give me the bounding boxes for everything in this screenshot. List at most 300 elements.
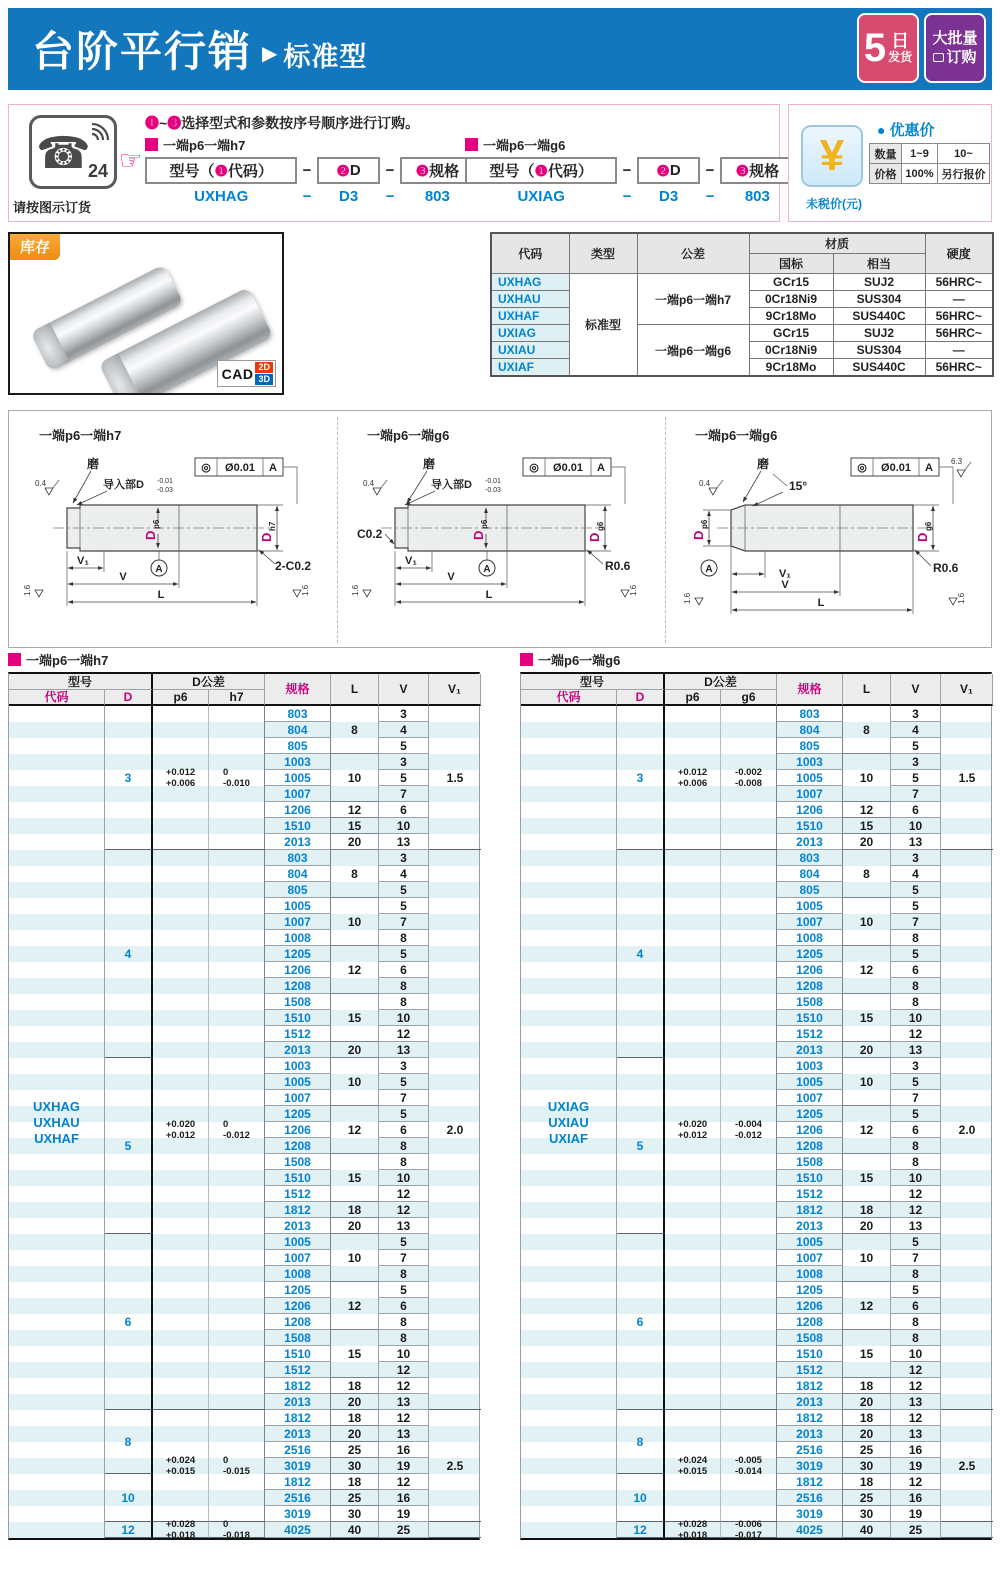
v-value: 8 bbox=[379, 1266, 429, 1282]
v-dim-label: V bbox=[781, 579, 789, 591]
p6-tolerance: +0.012 +0.006 bbox=[153, 706, 209, 850]
v-value: 10 bbox=[379, 818, 429, 834]
spec-link[interactable]: 1005 bbox=[265, 1074, 331, 1090]
price-header: 价格 bbox=[870, 164, 902, 184]
fit-tolerance: 0 -0.018 bbox=[209, 1522, 265, 1538]
corner-radius-label: R0.6 bbox=[605, 559, 631, 573]
cad-2d-label: 2D bbox=[255, 362, 273, 373]
example-d: D3 bbox=[339, 188, 359, 205]
spec-link[interactable]: 1005 bbox=[265, 898, 331, 914]
spec-link[interactable]: 1510 bbox=[265, 1170, 331, 1186]
dash-separator: − bbox=[385, 162, 395, 179]
v-value: 7 bbox=[379, 1250, 429, 1266]
l-header: L bbox=[843, 674, 891, 706]
spec-link[interactable]: 1512 bbox=[265, 1186, 331, 1202]
spec-link[interactable]: 1510 bbox=[777, 818, 843, 834]
dash-separator: − bbox=[705, 162, 715, 179]
spec-link[interactable]: 1008 bbox=[777, 930, 843, 946]
d-value: 12 bbox=[617, 1522, 665, 1538]
spec-link[interactable]: 803 bbox=[777, 850, 843, 866]
spec-link[interactable]: 1512 bbox=[777, 1186, 843, 1202]
d-value: 4 bbox=[105, 850, 153, 1058]
v-value: 3 bbox=[891, 754, 941, 770]
spec-link[interactable]: 1510 bbox=[265, 1010, 331, 1026]
v-value: 10 bbox=[379, 1170, 429, 1186]
spec-link[interactable]: 1512 bbox=[265, 1026, 331, 1042]
tolerance-header: 公差 bbox=[637, 233, 749, 274]
spec-link[interactable]: 4025 bbox=[777, 1522, 843, 1538]
table-row bbox=[870, 144, 990, 164]
spec-link[interactable]: 2516 bbox=[777, 1490, 843, 1506]
spec-link[interactable]: 1007 bbox=[265, 786, 331, 802]
spec-link[interactable]: 805 bbox=[265, 738, 331, 754]
fit-header: g6 bbox=[721, 690, 777, 706]
v-dim-label: V bbox=[119, 571, 127, 583]
grind-label: 磨 bbox=[757, 457, 770, 471]
spec-link[interactable]: 803 bbox=[777, 706, 843, 722]
spec-link[interactable]: 1812 bbox=[265, 1378, 331, 1394]
v-value: 8 bbox=[379, 1154, 429, 1170]
v-value: 8 bbox=[891, 930, 941, 946]
v-value: 12 bbox=[891, 1026, 941, 1042]
l-value: 12 bbox=[843, 946, 891, 994]
spec-link[interactable]: 1206 bbox=[265, 1298, 331, 1314]
tolerance-value: 一端p6一端g6 bbox=[637, 325, 749, 377]
spec-link[interactable]: 1206 bbox=[777, 1122, 843, 1138]
spec-link[interactable]: 1208 bbox=[265, 1314, 331, 1330]
gb-value: 9Cr18Mo bbox=[749, 359, 833, 377]
v-value: 7 bbox=[379, 914, 429, 930]
spec-link[interactable]: 2013 bbox=[777, 1426, 843, 1442]
gb-value: 0Cr18Ni9 bbox=[749, 291, 833, 308]
v-value: 16 bbox=[379, 1442, 429, 1458]
page-header-bar bbox=[8, 8, 992, 90]
model-code-link[interactable]: UXHAF bbox=[34, 1130, 79, 1146]
v-value: 13 bbox=[379, 1042, 429, 1058]
l-value: 8 bbox=[331, 706, 379, 754]
lead-tol-lower: -0.03 bbox=[485, 487, 501, 494]
table-row bbox=[491, 233, 993, 254]
d-value: 5 bbox=[105, 1058, 153, 1234]
v-header: V bbox=[891, 674, 941, 706]
l-value: 20 bbox=[331, 1394, 379, 1410]
spec-link[interactable]: 803 bbox=[265, 706, 331, 722]
spec-link[interactable]: 1508 bbox=[265, 994, 331, 1010]
model-code-link[interactable]: UXIAG bbox=[491, 325, 569, 342]
ordering-instruction bbox=[145, 113, 419, 133]
v-value: 13 bbox=[891, 1218, 941, 1234]
telephone-icon: ☎ bbox=[36, 129, 91, 178]
bullet-icon: ● bbox=[877, 121, 886, 138]
d-dim-label: D bbox=[691, 530, 706, 540]
v1-value: 2.0 bbox=[429, 850, 481, 1410]
drawing-figure bbox=[9, 444, 331, 632]
spec-link[interactable]: 1206 bbox=[777, 1298, 843, 1314]
model-code-link[interactable]: UXIAG bbox=[547, 1098, 590, 1114]
instruction-text: 选择型式和参数按序号顺序进行订购。 bbox=[181, 115, 420, 131]
v-value: 12 bbox=[379, 1378, 429, 1394]
spec-link[interactable]: 1206 bbox=[265, 1122, 331, 1138]
spec-link[interactable]: 1812 bbox=[265, 1474, 331, 1490]
spec-link[interactable]: 2013 bbox=[265, 834, 331, 850]
l-dim-label: L bbox=[485, 589, 493, 601]
d-tolerance-header: D公差 bbox=[153, 674, 265, 690]
model-code-link[interactable]: UXIAU bbox=[491, 342, 569, 359]
p6-tolerance: +0.028 +0.018 bbox=[665, 1522, 721, 1538]
v-value: 8 bbox=[891, 1330, 941, 1346]
model-code-field: 型号（ ❶ 代码） bbox=[465, 157, 617, 184]
spec-link[interactable]: 2013 bbox=[265, 1218, 331, 1234]
spec-link[interactable]: 3019 bbox=[777, 1506, 843, 1522]
spec-link[interactable]: 1512 bbox=[777, 1362, 843, 1378]
p6-tolerance: +0.020 +0.012 bbox=[153, 850, 209, 1410]
spec-link[interactable]: 1007 bbox=[777, 914, 843, 930]
spec-link[interactable]: 1208 bbox=[777, 1138, 843, 1154]
spec-link[interactable]: 1205 bbox=[777, 946, 843, 962]
step3-circle: ❸ bbox=[167, 115, 182, 131]
l-value: 15 bbox=[331, 1330, 379, 1378]
d-value: 3 bbox=[617, 706, 665, 850]
heading-square-icon bbox=[8, 653, 21, 666]
v-value: 12 bbox=[891, 1410, 941, 1426]
concentricity-icon: ◎ bbox=[857, 462, 867, 474]
spec-link[interactable]: 1003 bbox=[265, 754, 331, 770]
spec-link[interactable]: 1005 bbox=[265, 1234, 331, 1250]
discount-price-title: ● 优惠价 bbox=[877, 121, 935, 139]
v-value: 25 bbox=[891, 1522, 941, 1538]
v1-dim-label: V₁ bbox=[405, 555, 417, 567]
v-value: 3 bbox=[379, 850, 429, 866]
v-value: 8 bbox=[379, 978, 429, 994]
equiv-value: SUS304 bbox=[833, 342, 925, 359]
v-value: 8 bbox=[891, 1154, 941, 1170]
l-value: 10 bbox=[331, 1234, 379, 1282]
spec-link[interactable]: 1508 bbox=[777, 1154, 843, 1170]
l-value: 18 bbox=[843, 1410, 891, 1426]
d-fit-label: p6 bbox=[152, 519, 161, 529]
concentricity-icon: ◎ bbox=[529, 462, 539, 474]
d-value: 8 bbox=[105, 1410, 153, 1474]
type-header: 类型 bbox=[569, 233, 637, 274]
spec-link[interactable]: 1008 bbox=[265, 930, 331, 946]
v-value: 7 bbox=[891, 1250, 941, 1266]
v-value: 8 bbox=[891, 1314, 941, 1330]
hardness-value: 56HRC~ bbox=[925, 359, 993, 377]
fit-tolerance: -0.006 -0.017 bbox=[721, 1522, 777, 1538]
v-value: 5 bbox=[891, 882, 941, 898]
spec-link[interactable]: 1206 bbox=[265, 962, 331, 978]
spec-link[interactable]: 1205 bbox=[777, 1106, 843, 1122]
spec-link[interactable]: 804 bbox=[777, 866, 843, 882]
spec-link[interactable]: 1512 bbox=[777, 1026, 843, 1042]
v-value: 12 bbox=[891, 1474, 941, 1490]
ship-days-unit: 日 bbox=[891, 30, 910, 51]
v-value: 8 bbox=[891, 978, 941, 994]
hardness-value: — bbox=[925, 342, 993, 359]
spec-link[interactable]: 1007 bbox=[265, 1250, 331, 1266]
l-value: 25 bbox=[843, 1490, 891, 1506]
spec-link[interactable]: 1205 bbox=[265, 946, 331, 962]
v1-value: 1.5 bbox=[429, 706, 481, 850]
v1-value: 2.0 bbox=[941, 850, 993, 1410]
spec-link[interactable]: 1206 bbox=[265, 802, 331, 818]
example-code: UXHAG bbox=[194, 188, 249, 205]
spec-link[interactable]: 1007 bbox=[777, 786, 843, 802]
example-code: UXIAG bbox=[517, 188, 565, 205]
spec-link[interactable]: 1812 bbox=[777, 1202, 843, 1218]
spec-link[interactable]: 2516 bbox=[265, 1442, 331, 1458]
spec-link[interactable]: 1206 bbox=[777, 962, 843, 978]
spec-link[interactable]: 1508 bbox=[265, 1154, 331, 1170]
spec-link[interactable]: 1003 bbox=[777, 1058, 843, 1074]
spec-link[interactable]: 1510 bbox=[777, 1010, 843, 1026]
l-value: 18 bbox=[331, 1202, 379, 1218]
lead-in-label: 导入部D bbox=[431, 479, 472, 491]
part-number-builder-h7 bbox=[145, 135, 475, 205]
model-code-link[interactable]: UXIAF bbox=[491, 359, 569, 377]
spec-link[interactable]: 1510 bbox=[777, 1170, 843, 1186]
table-title-text: 一端p6一端g6 bbox=[538, 653, 621, 668]
spec-link[interactable]: 1510 bbox=[777, 1346, 843, 1362]
finish-16-label: 1.6 bbox=[957, 592, 966, 604]
v-value: 5 bbox=[379, 946, 429, 962]
spec-link[interactable]: 2013 bbox=[265, 1042, 331, 1058]
spec-link[interactable]: 1208 bbox=[265, 978, 331, 994]
v-value: 13 bbox=[379, 1394, 429, 1410]
l-value: 15 bbox=[843, 818, 891, 834]
v-value: 4 bbox=[891, 866, 941, 882]
hardness-value: — bbox=[925, 291, 993, 308]
p6-header: p6 bbox=[153, 690, 209, 706]
spec-link[interactable]: 3019 bbox=[265, 1506, 331, 1522]
d-tolerance-header: D公差 bbox=[665, 674, 777, 690]
fcf-tolerance: Ø0.01 bbox=[881, 462, 911, 474]
spec-link[interactable]: 1508 bbox=[777, 1330, 843, 1346]
l-value: 10 bbox=[843, 1058, 891, 1106]
spec-link[interactable]: 1206 bbox=[777, 802, 843, 818]
finish-16-label: 1.6 bbox=[351, 584, 360, 596]
spec-link[interactable]: 804 bbox=[265, 866, 331, 882]
spec-link[interactable]: 1208 bbox=[777, 1314, 843, 1330]
v-value: 4 bbox=[891, 722, 941, 738]
hardness-value: 56HRC~ bbox=[925, 308, 993, 325]
spec-link[interactable]: 2013 bbox=[265, 1426, 331, 1442]
spec-link[interactable]: 1005 bbox=[777, 1074, 843, 1090]
pin-spec-table-g6 bbox=[520, 672, 992, 1540]
d-field: ❷ D bbox=[637, 157, 701, 184]
d-field: ❷ D bbox=[317, 157, 381, 184]
d2-dim-label: D bbox=[915, 532, 930, 542]
model-code-link[interactable]: UXIAU bbox=[548, 1114, 589, 1130]
p6-tolerance: +0.024 +0.015 bbox=[153, 1410, 209, 1522]
model-code-link[interactable]: UXIAF bbox=[549, 1130, 588, 1146]
spec-link[interactable]: 1205 bbox=[265, 1106, 331, 1122]
spec-header: 规格 bbox=[265, 674, 331, 706]
spec-link[interactable]: 804 bbox=[777, 722, 843, 738]
v-value: 5 bbox=[379, 1282, 429, 1298]
l-value: 20 bbox=[331, 1042, 379, 1058]
finish-04-label: 0.4 bbox=[35, 479, 47, 488]
d-value: 8 bbox=[617, 1410, 665, 1474]
spec-link[interactable]: 1812 bbox=[777, 1378, 843, 1394]
ship-days-badge bbox=[857, 13, 919, 83]
l-value: 15 bbox=[331, 1154, 379, 1202]
v-value: 7 bbox=[891, 1090, 941, 1106]
part-number-builder-g6 bbox=[465, 135, 795, 205]
spec-link[interactable]: 1007 bbox=[777, 1250, 843, 1266]
pin-end-cap bbox=[30, 322, 70, 371]
l-dim-label: L bbox=[817, 597, 825, 609]
spec-link[interactable]: 1205 bbox=[777, 1282, 843, 1298]
code-header: 代码 bbox=[491, 233, 569, 274]
model-code-link[interactable]: UXHAU bbox=[491, 291, 569, 308]
spec-link[interactable]: 805 bbox=[265, 882, 331, 898]
spec-link[interactable]: 2013 bbox=[777, 834, 843, 850]
spec-link[interactable]: 1510 bbox=[265, 818, 331, 834]
finish-04-label: 0.4 bbox=[699, 479, 711, 488]
spec-link[interactable]: 1510 bbox=[265, 1346, 331, 1362]
spec-link[interactable]: 1005 bbox=[777, 770, 843, 786]
l-value: 12 bbox=[331, 1106, 379, 1154]
spec-link[interactable]: 1008 bbox=[265, 1266, 331, 1282]
spec-link[interactable]: 805 bbox=[777, 882, 843, 898]
d-fit-label: p6 bbox=[480, 519, 489, 529]
v-value: 5 bbox=[379, 1106, 429, 1122]
l-value: 30 bbox=[843, 1458, 891, 1474]
fit-tolerance: -0.002 -0.008 bbox=[721, 706, 777, 850]
l-value: 12 bbox=[331, 1282, 379, 1330]
l-value: 10 bbox=[331, 898, 379, 946]
spec-link[interactable]: 1003 bbox=[777, 754, 843, 770]
tolerance-value: 一端p6一端h7 bbox=[637, 274, 749, 325]
spec-link[interactable]: 1208 bbox=[777, 978, 843, 994]
spec-link[interactable]: 2013 bbox=[777, 1218, 843, 1234]
v-value: 3 bbox=[379, 754, 429, 770]
model-codes[interactable] bbox=[521, 706, 617, 1538]
spec-link[interactable]: 1812 bbox=[265, 1410, 331, 1426]
p6-tolerance: +0.024 +0.015 bbox=[665, 1410, 721, 1522]
spec-link[interactable]: 1812 bbox=[777, 1474, 843, 1490]
finish-04-label: 0.4 bbox=[363, 479, 375, 488]
spec-link[interactable]: 1008 bbox=[777, 1266, 843, 1282]
spec-link[interactable]: 1003 bbox=[265, 1058, 331, 1074]
spec-link[interactable]: 1005 bbox=[777, 1234, 843, 1250]
spec-link[interactable]: 1812 bbox=[265, 1202, 331, 1218]
spec-link[interactable]: 1208 bbox=[265, 1138, 331, 1154]
l-value: 18 bbox=[843, 1378, 891, 1394]
finish-63-label: 6.3 bbox=[951, 457, 963, 466]
model-code-field: 型号（ ❶ 代码） bbox=[145, 157, 297, 184]
spec-link[interactable]: 4025 bbox=[265, 1522, 331, 1538]
example-spec: 803 bbox=[744, 188, 770, 205]
bulk-order-icon bbox=[933, 53, 944, 62]
material-table bbox=[490, 232, 994, 377]
spec-link[interactable]: 803 bbox=[265, 850, 331, 866]
model-code-link[interactable]: UXHAG bbox=[33, 1098, 80, 1114]
gb-standard-header: 国标 bbox=[749, 254, 833, 274]
lead-in-label: 导入部D bbox=[103, 479, 144, 491]
equivalent-header: 相当 bbox=[833, 254, 925, 274]
fit-tolerance: -0.005 -0.014 bbox=[721, 1410, 777, 1522]
table-row bbox=[491, 325, 993, 342]
l-value: 25 bbox=[331, 1442, 379, 1458]
spec-link[interactable]: 2013 bbox=[265, 1394, 331, 1410]
equiv-value: SUS440C bbox=[833, 308, 925, 325]
example-spec: 803 bbox=[424, 188, 450, 205]
spec-link[interactable]: 2013 bbox=[777, 1042, 843, 1058]
spec-link[interactable]: 1512 bbox=[265, 1362, 331, 1378]
l-value: 8 bbox=[331, 850, 379, 898]
l-value: 10 bbox=[331, 1058, 379, 1106]
code-header: 代码 bbox=[9, 690, 105, 706]
v-value: 6 bbox=[891, 962, 941, 978]
spec-link[interactable]: 1812 bbox=[777, 1410, 843, 1426]
spec-link[interactable]: 1005 bbox=[777, 898, 843, 914]
model-code-link[interactable]: UXHAF bbox=[491, 308, 569, 325]
l-dim-label: L bbox=[157, 589, 165, 601]
fcf-tolerance: Ø0.01 bbox=[225, 462, 255, 474]
spec-link[interactable]: 2013 bbox=[777, 1394, 843, 1410]
price-value-2: 另行报价 bbox=[938, 164, 990, 184]
spec-link[interactable]: 3019 bbox=[265, 1458, 331, 1474]
spec-link[interactable]: 1007 bbox=[265, 914, 331, 930]
l-value: 18 bbox=[331, 1378, 379, 1394]
spec-link[interactable]: 1508 bbox=[265, 1330, 331, 1346]
l-value: 25 bbox=[331, 1490, 379, 1506]
v-value: 13 bbox=[891, 834, 941, 850]
model-codes[interactable] bbox=[9, 706, 105, 1538]
v1-header: V₁ bbox=[941, 674, 993, 706]
phone-24h-label: 24 bbox=[87, 161, 108, 181]
v-value: 5 bbox=[379, 882, 429, 898]
v-value: 5 bbox=[379, 770, 429, 786]
v-value: 13 bbox=[891, 1394, 941, 1410]
spec-link[interactable]: 804 bbox=[265, 722, 331, 738]
v-value: 5 bbox=[891, 946, 941, 962]
v-value: 10 bbox=[891, 1346, 941, 1362]
ship-days-number: 5 bbox=[863, 26, 887, 70]
d-value: 3 bbox=[105, 706, 153, 850]
spec-link[interactable]: 1508 bbox=[777, 994, 843, 1010]
v-value: 5 bbox=[379, 898, 429, 914]
spec-link[interactable]: 1007 bbox=[265, 1090, 331, 1106]
v-value: 12 bbox=[379, 1474, 429, 1490]
spec-link[interactable]: 2516 bbox=[777, 1442, 843, 1458]
spec-link[interactable]: 3019 bbox=[777, 1458, 843, 1474]
spec-link[interactable]: 1005 bbox=[265, 770, 331, 786]
dash-separator: − bbox=[302, 162, 312, 179]
spec-link[interactable]: 1007 bbox=[777, 1090, 843, 1106]
v-value: 5 bbox=[891, 1234, 941, 1250]
l-value: 15 bbox=[843, 1330, 891, 1378]
l-value: 18 bbox=[331, 1474, 379, 1490]
v-value: 12 bbox=[379, 1410, 429, 1426]
v-value: 12 bbox=[891, 1362, 941, 1378]
spec-link[interactable]: 805 bbox=[777, 738, 843, 754]
d-value: 6 bbox=[617, 1234, 665, 1410]
v1-value: 1.5 bbox=[941, 706, 993, 850]
l-value: 15 bbox=[843, 994, 891, 1042]
d-dim-label: D bbox=[471, 530, 486, 540]
fcf-datum: A bbox=[269, 462, 277, 474]
model-code-link[interactable]: UXHAG bbox=[491, 274, 569, 291]
spec-link[interactable]: 1205 bbox=[265, 1282, 331, 1298]
technical-drawings-panel bbox=[8, 410, 992, 648]
model-code-link[interactable]: UXHAU bbox=[33, 1114, 80, 1130]
heading-square-icon bbox=[465, 138, 478, 151]
spec-link[interactable]: 2516 bbox=[265, 1490, 331, 1506]
cad-badge[interactable] bbox=[217, 360, 276, 387]
